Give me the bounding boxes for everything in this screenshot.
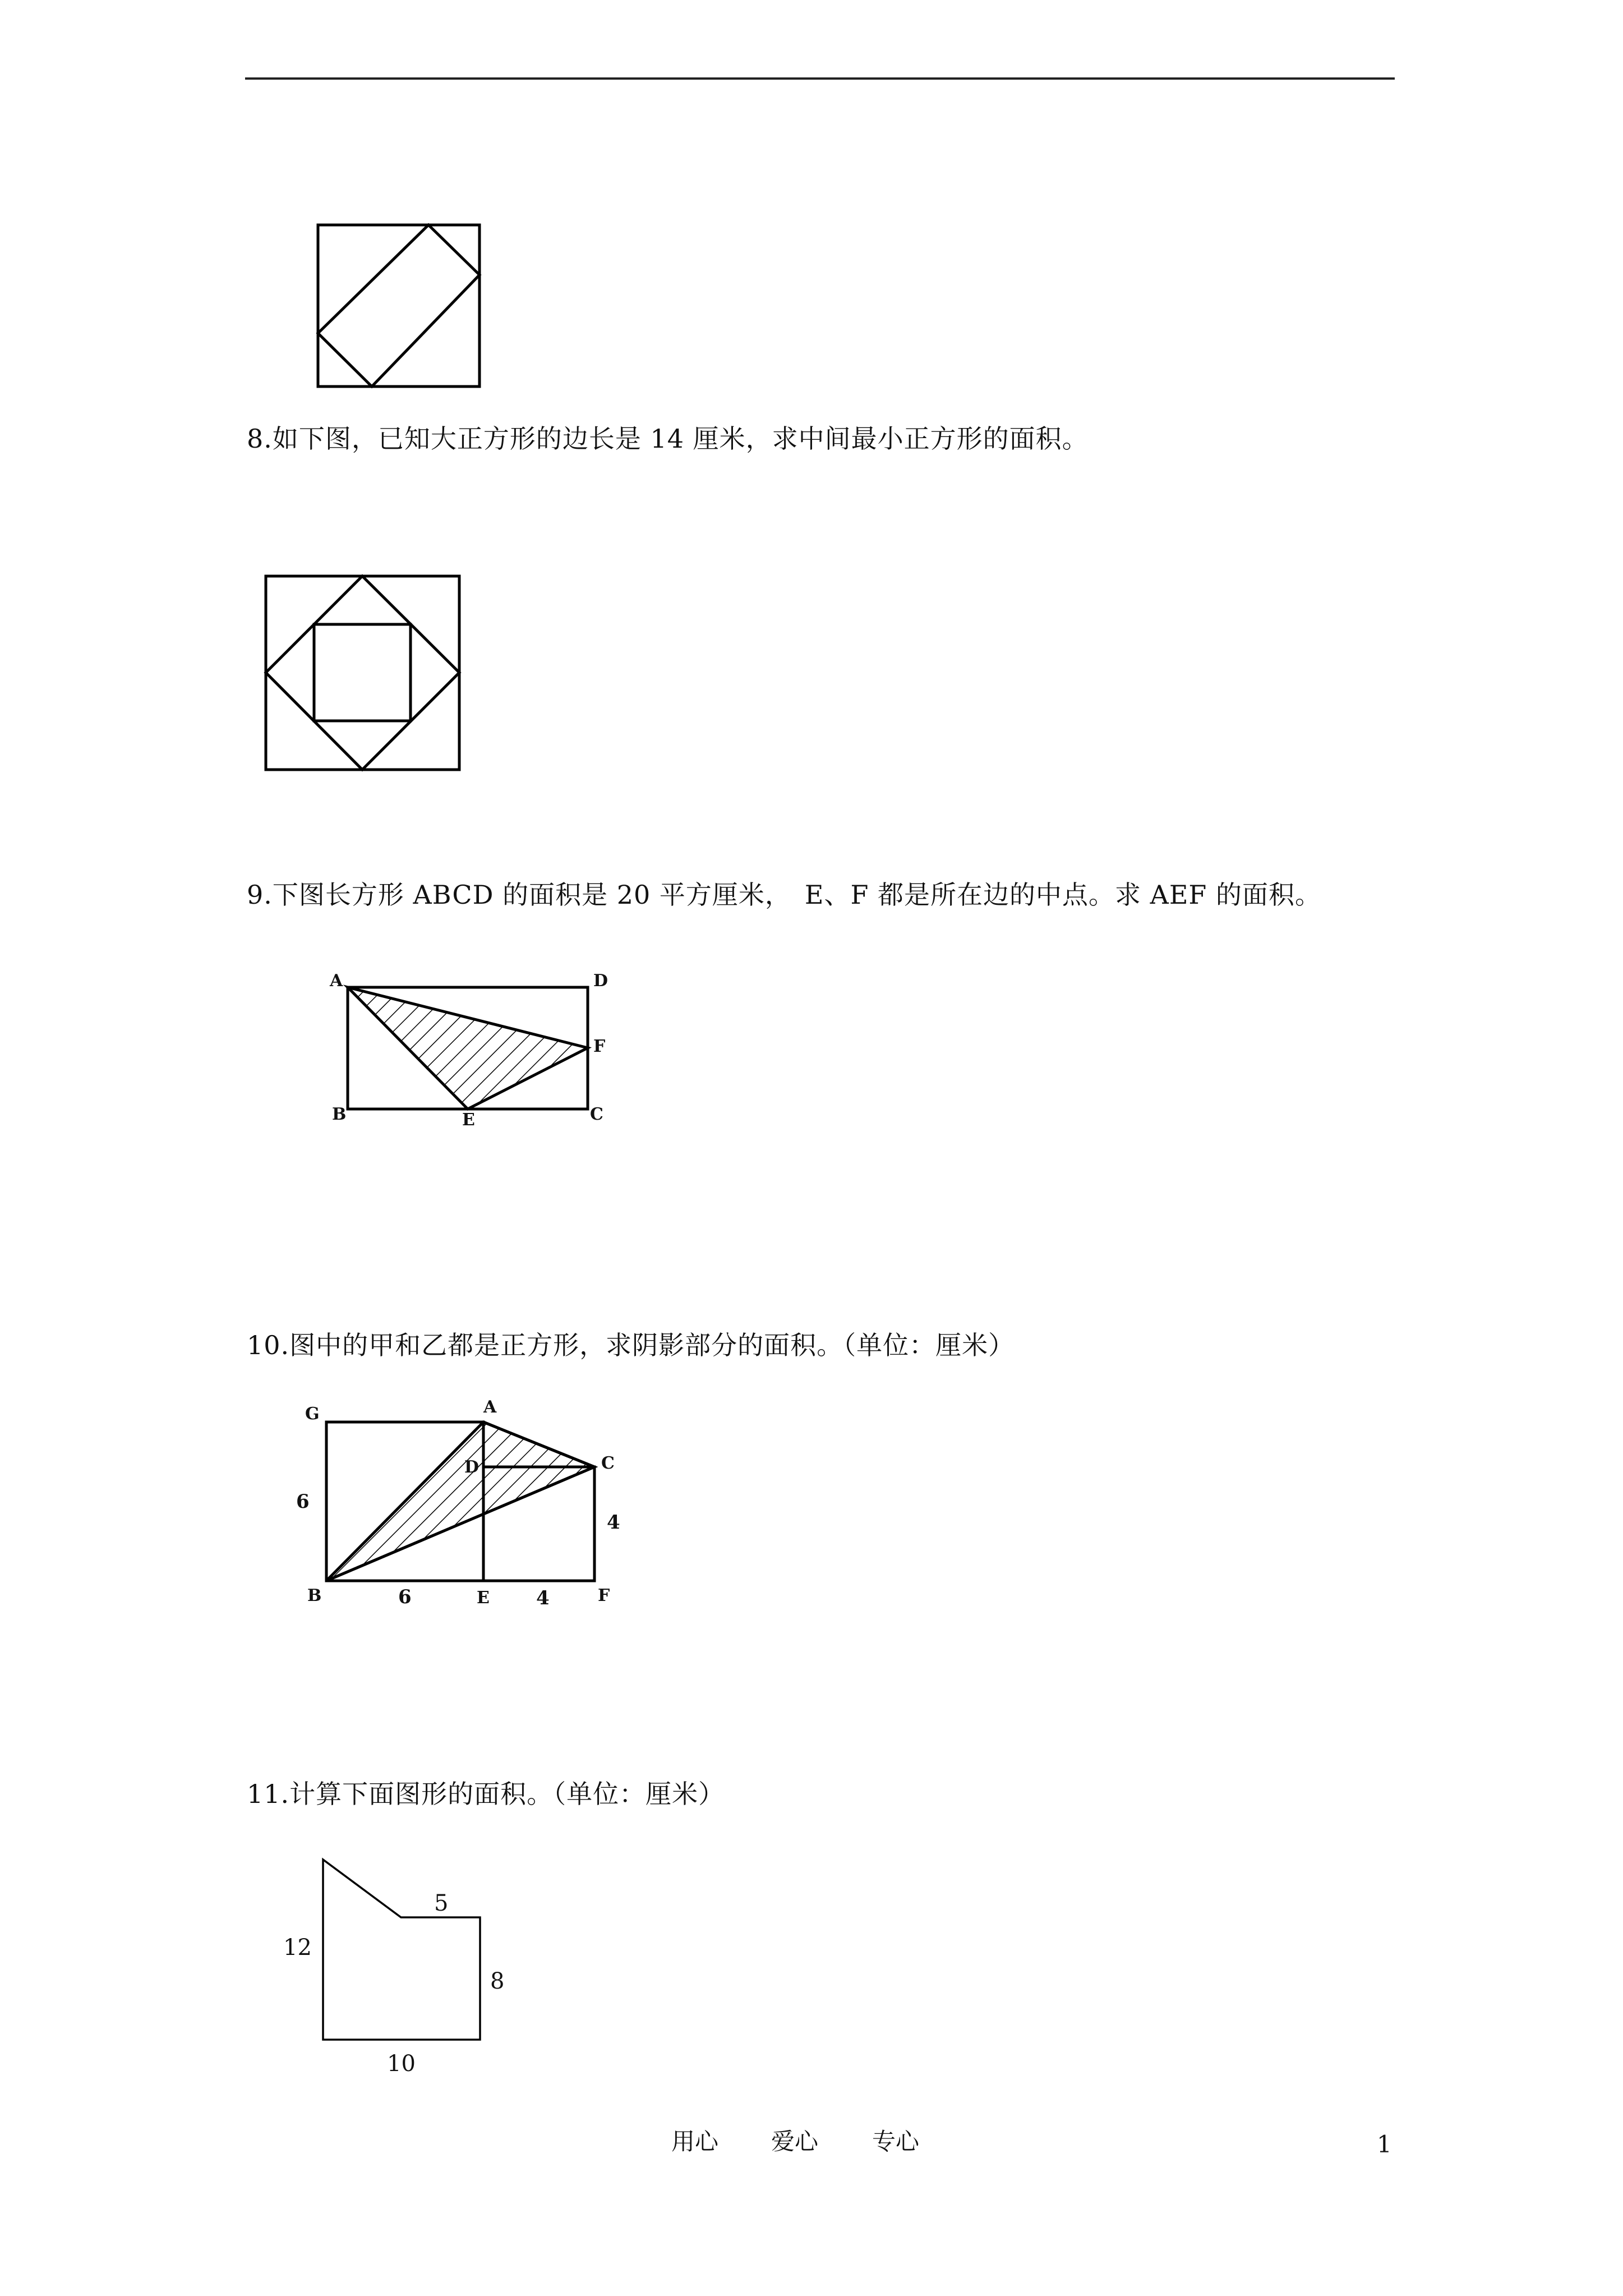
label-b: B [332,1105,347,1124]
label-a: A [330,971,343,991]
figure-composite-shape [275,1851,533,2092]
page-number: 1 [1377,2131,1392,2158]
label-a: A [483,1397,497,1417]
label-d: D [464,1457,479,1477]
label-f: F [598,1586,610,1605]
figure-inscribed-rectangle [303,219,494,404]
small-square [314,624,411,721]
shaded-triangle-abc [326,1422,594,1581]
outer-square [318,225,479,386]
question-9: 9.下图长方形 ABCD 的面积是 20 平方厘米， E、F 都是所在边的中点。求 AEF 的面积。 [247,880,1321,910]
figure-two-squares [286,1397,645,1621]
question-11: 11.计算下面图形的面积。（单位：厘米） [247,1779,725,1809]
figure-nested-squares [258,567,471,780]
header-rule [245,77,1395,80]
inner-rectangle [318,225,479,386]
label-d: D [593,971,608,991]
dim-left-12: 12 [283,1935,312,1961]
footer-middle: 爱心 [771,2128,819,2155]
footer-left: 用心 [671,2128,719,2155]
figure-rectangle-abcd [320,965,623,1133]
question-8: 8.如下图，已知大正方形的边长是 14 厘米，求中间最小正方形的面积。 [247,424,1089,454]
label-f: F [593,1037,606,1056]
dim-top-5: 5 [434,1890,449,1916]
label-g: G [305,1404,320,1424]
dim-bottom-right: 4 [536,1587,550,1609]
label-e: E [462,1110,475,1130]
label-e: E [477,1588,490,1608]
dim-bottom-10: 10 [387,2051,416,2077]
dim-right-side: 4 [607,1511,620,1534]
question-10: 10.图中的甲和乙都是正方形，求阴影部分的面积。（单位：厘米） [247,1330,1015,1360]
shaded-triangle-aef [348,987,588,1109]
footer-right: 专心 [872,2128,920,2155]
dim-right-8: 8 [490,1968,505,1994]
composite-outline [323,1860,480,2040]
big-square [266,576,459,770]
label-b: B [307,1586,322,1605]
middle-square [266,576,459,770]
dim-bottom-left: 6 [398,1586,412,1608]
label-c: C [601,1453,615,1473]
label-c: C [590,1105,603,1124]
dim-left-side: 6 [296,1490,310,1513]
